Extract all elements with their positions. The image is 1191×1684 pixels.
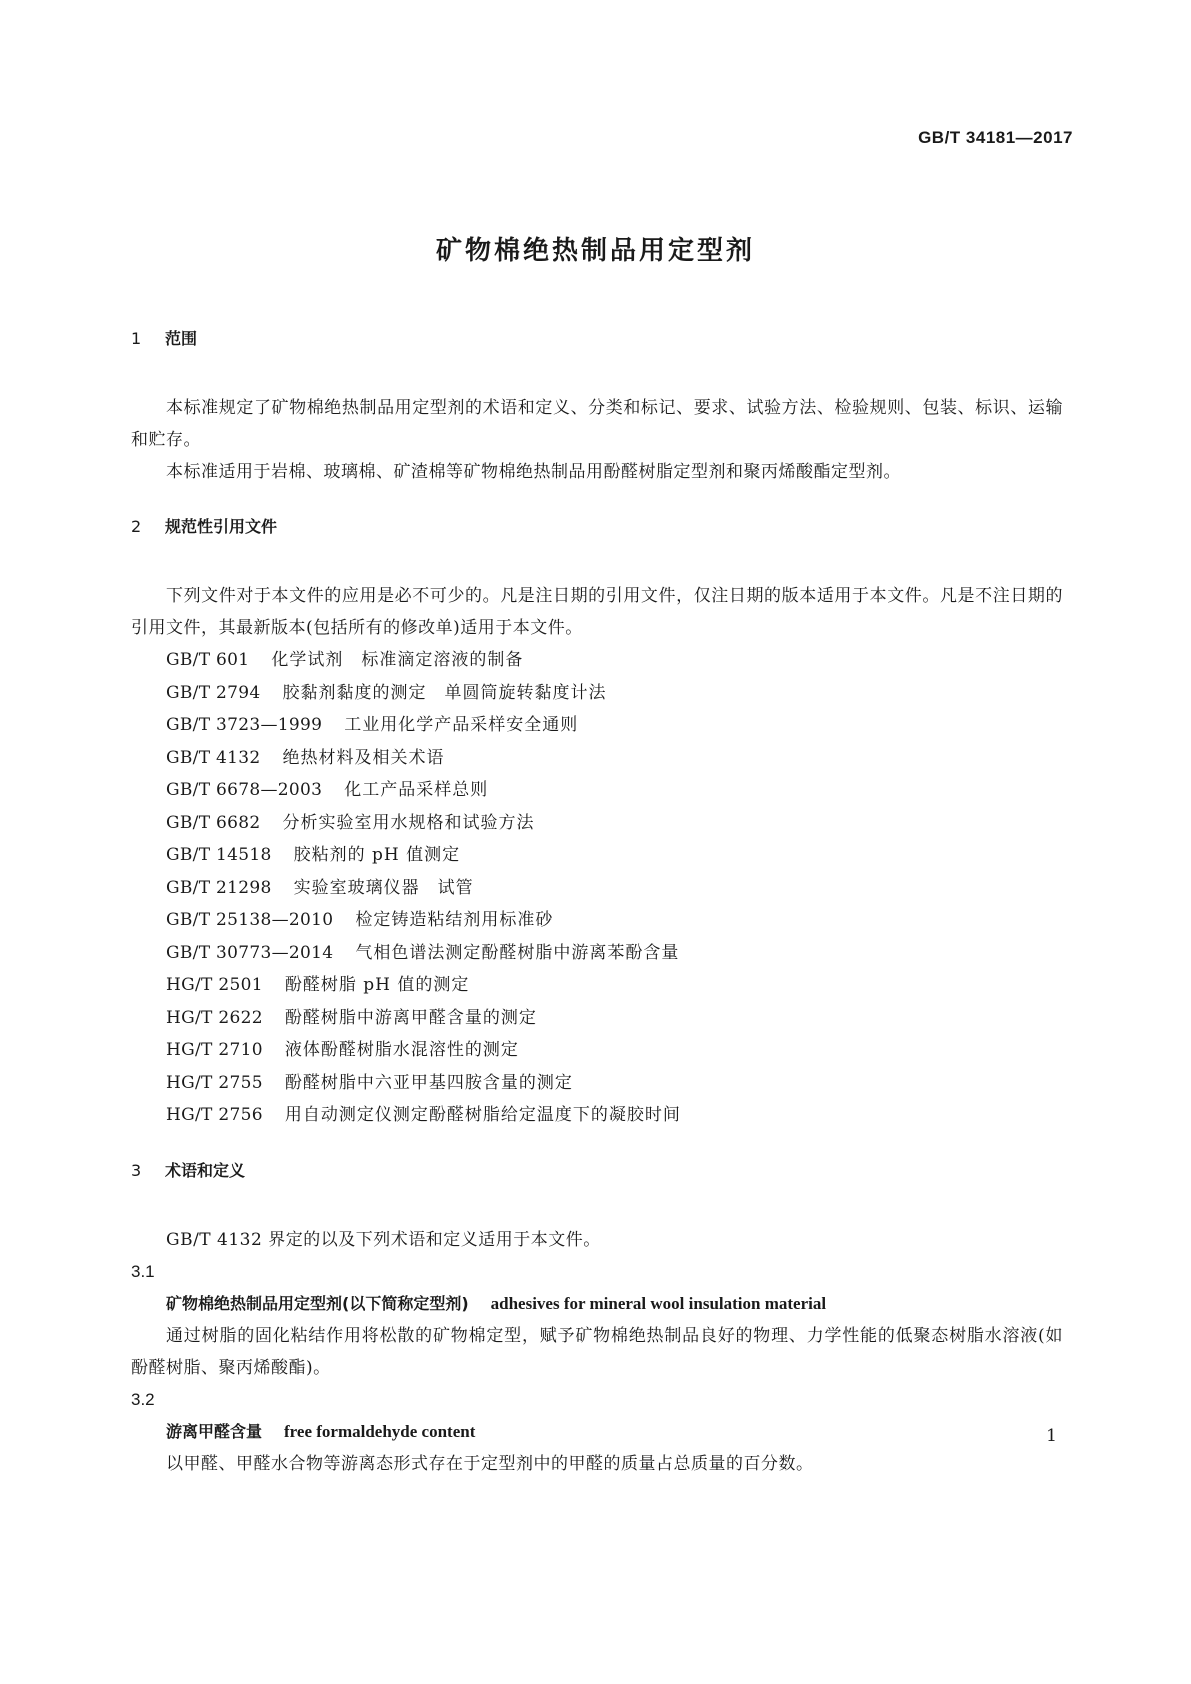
term-definition: 通过树脂的固化粘结作用将松散的矿物棉定型，赋予矿物棉绝热制品良好的物理、力学性能的低聚态树脂水溶液(如酚醛树脂、聚丙烯酸酯)。: [131, 1325, 1063, 1378]
reference-item: [131, 969, 1063, 1002]
section-number: 3: [131, 1160, 142, 1180]
reference-name: 胶粘剂的 pH 值测定: [293, 845, 461, 865]
reference-item: [131, 872, 1063, 905]
reference-code: GB/T 4132: [166, 747, 261, 768]
reference-code: HG/T 2755: [166, 1072, 263, 1093]
reference-name: 化工产品采样总则: [344, 780, 489, 800]
reference-item: [131, 709, 1063, 742]
section-number: 1: [131, 329, 142, 348]
term-chinese: 游离甲醛含量: [166, 1421, 263, 1441]
reference-name: 工业用化学产品采样安全通则: [344, 715, 579, 735]
term-chinese: 矿物棉绝热制品用定型剂(以下简称定型剂): [166, 1293, 469, 1313]
reference-code: HG/T 2710: [166, 1040, 263, 1060]
term-english: free formaldehyde content: [284, 1421, 476, 1441]
reference-name: 胶黏剂黏度的测定 单圆筒旋转黏度计法: [282, 682, 607, 703]
reference-item: [131, 1034, 1063, 1067]
reference-item: [131, 937, 1063, 970]
document-title: 矿物棉绝热制品用定型剂: [435, 236, 755, 266]
reference-item: [131, 839, 1063, 872]
term-definition: 以甲醛、甲醛水合物等游离态形式存在于定型剂中的甲醛的质量占总质量的百分数。: [166, 1453, 814, 1474]
scope-paragraph: 本标准适用于岩棉、玻璃棉、矿渣棉等矿物棉绝热制品用酚醛树脂定型剂和聚丙烯酸酯定型剂。: [166, 462, 901, 482]
reference-name: 实验室玻璃仪器 试管: [293, 877, 474, 898]
reference-code: GB/T 601: [166, 650, 250, 670]
reference-name: 酚醛树脂 pH 值的测定: [284, 975, 470, 995]
scope-paragraph: 本标准规定了矿物棉绝热制品用定型剂的术语和定义、分类和标记、要求、试验方法、检验规则、包装、标识、运输和贮存。: [131, 398, 1063, 450]
terms-intro-paragraph: GB/T 4132 界定的以及下列术语和定义适用于本文件。: [166, 1229, 601, 1250]
reference-name: 绝热材料及相关术语: [282, 747, 445, 768]
refs-intro-paragraph: 下列文件对于本文件的应用是必不可少的。凡是注日期的引用文件，仅注日期的版本适用于本文件。凡是不注日期的引用文件，其最新版本(包括所有的修改单)适用于本文件。: [131, 586, 1063, 638]
reference-name: 化学试剂 标准滴定溶液的制备: [271, 650, 524, 670]
reference-item: [131, 1067, 1063, 1100]
reference-name: 液体酚醛树脂水混溶性的测定: [284, 1040, 519, 1060]
reference-code: GB/T 30773—2014: [166, 942, 334, 963]
reference-item: [131, 1099, 1063, 1132]
reference-item: [131, 1002, 1063, 1035]
reference-name: 酚醛树脂中六亚甲基四胺含量的测定: [284, 1072, 573, 1093]
section-3-heading: [131, 1158, 1063, 1184]
reference-code: GB/T 25138—2010: [166, 910, 334, 930]
page-number: 1: [1046, 1426, 1057, 1446]
reference-code: GB/T 2794: [166, 682, 261, 703]
reference-name: 气相色谱法测定酚醛树脂中游离苯酚含量: [355, 942, 680, 963]
reference-code: HG/T 2756: [166, 1105, 263, 1125]
reference-name: 用自动测定仪测定酚醛树脂给定温度下的凝胶时间: [284, 1105, 681, 1125]
term-number: 3.2: [131, 1389, 155, 1409]
term-english: adhesives for mineral wool insulation material: [490, 1293, 827, 1313]
section-title: 术语和定义: [165, 1160, 246, 1180]
term-number: 3.1: [131, 1261, 155, 1281]
reference-name: 酚醛树脂中游离甲醛含量的测定: [284, 1007, 537, 1028]
reference-item: [131, 742, 1063, 775]
reference-code: GB/T 14518: [166, 845, 272, 865]
reference-list: [131, 644, 1063, 1132]
term-entry: [131, 1288, 1063, 1320]
term-entry: [131, 1416, 1063, 1448]
standard-number: GB/T 34181—2017: [918, 128, 1073, 147]
section-2-heading: [131, 514, 1063, 540]
section-1-heading: [131, 326, 1063, 352]
section-title: 范围: [165, 329, 198, 348]
section-number: 2: [131, 517, 142, 536]
reference-code: GB/T 6678—2003: [166, 780, 323, 800]
reference-name: 分析实验室用水规格和试验方法: [282, 812, 535, 833]
document-body: [131, 326, 1063, 1480]
reference-item: [131, 807, 1063, 840]
reference-code: GB/T 6682: [166, 812, 261, 833]
reference-item: [131, 677, 1063, 710]
reference-item: [131, 644, 1063, 677]
reference-name: 检定铸造粘结剂用标准砂: [355, 910, 554, 930]
reference-item: [131, 904, 1063, 937]
reference-code: HG/T 2501: [166, 975, 263, 995]
section-title: 规范性引用文件: [165, 517, 278, 536]
reference-code: HG/T 2622: [166, 1007, 263, 1028]
reference-code: GB/T 21298: [166, 877, 272, 898]
reference-item: [131, 774, 1063, 807]
reference-code: GB/T 3723—1999: [166, 715, 323, 735]
